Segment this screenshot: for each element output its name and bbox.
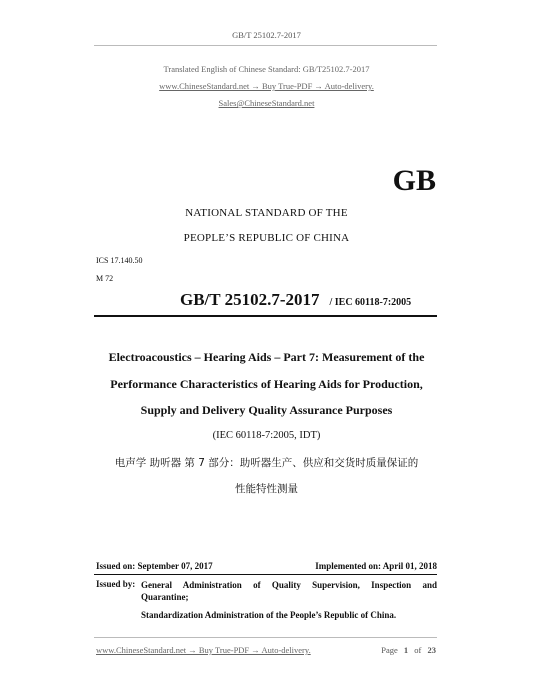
store-link-text[interactable]: www.ChineseStandard.net → Buy True-PDF → Auto-delivery. [159, 81, 374, 91]
sales-email[interactable] [0, 98, 533, 108]
issuer-1: General Administration of Quality Supervision, Inspection and [141, 580, 437, 590]
adoption-note: (IEC 60118-7:2005, IDT) [212, 430, 321, 441]
page-indicator [381, 645, 436, 655]
standard-number [180, 290, 411, 310]
issue-divider [94, 574, 437, 575]
issuing-authority [96, 579, 437, 621]
of-label: of [414, 645, 422, 655]
translation-note: Translated English of Chinese Standard: GB/T25102.7-2017 [163, 64, 370, 74]
ics-code: ICS 17.140.50 [96, 256, 143, 265]
running-header: GB/T 25102.7-2017 [232, 30, 301, 40]
english-title-line1: Electroacoustics – Hearing Aids – Part 7: Measurement of the [108, 350, 425, 364]
footer-link-text[interactable]: www.ChineseStandard.net → Buy True-PDF → Auto-delivery. [96, 645, 311, 655]
issuer-2: Standardization Administration of the People’s Republic of China. [141, 610, 397, 620]
header-divider [94, 45, 437, 46]
standard-code: GB/T 25102.7-2017 [180, 290, 320, 309]
english-title-line2: Performance Characteristics of Hearing Aids for Production, [110, 377, 423, 391]
title-divider [94, 315, 437, 317]
issued-on: Issued on: September 07, 2017 [96, 561, 213, 571]
store-link[interactable] [0, 81, 533, 91]
national-standard-line1: NATIONAL STANDARD OF THE [185, 207, 348, 219]
footer-divider [94, 637, 437, 638]
issue-dates [96, 561, 437, 571]
page-label: Page [381, 645, 398, 655]
implemented-on: Implemented on: April 01, 2018 [315, 561, 437, 571]
issued-by-label: Issued by: [96, 579, 136, 589]
english-title-line3: Supply and Delivery Quality Assurance Purposes [140, 403, 393, 417]
gb-mark: GB [392, 164, 436, 197]
chinese-title-line2: 性能特性测量 [235, 483, 298, 495]
page-total: 23 [427, 645, 436, 655]
national-standard-line2: PEOPLE’S REPUBLIC OF CHINA [183, 232, 350, 244]
iec-equivalent: / IEC 60118-7:2005 [329, 297, 412, 308]
footer-link[interactable] [96, 645, 311, 655]
page-number: 1 [403, 645, 409, 655]
issuer-1-cont: Quarantine; [141, 592, 189, 602]
chinese-title-line1: 电声学 助听器 第 7 部分：助听器生产、供应和交货时质量保证的 [114, 457, 419, 469]
sales-email-link[interactable]: Sales@ChineseStandard.net [218, 98, 315, 108]
ccs-code: M 72 [96, 274, 114, 283]
